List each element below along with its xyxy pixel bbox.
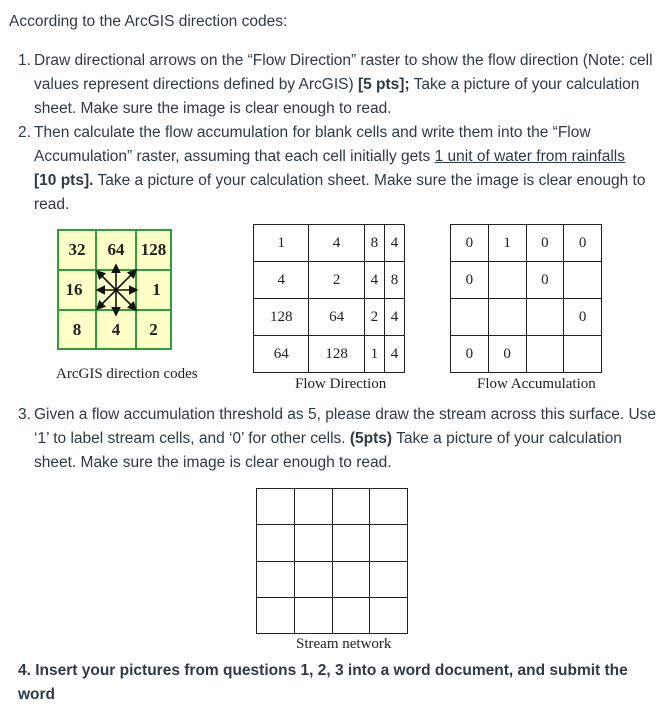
stream-network-cell[interactable]	[257, 525, 295, 561]
intro-text: According to the ArcGIS direction codes:	[9, 13, 288, 30]
flow-direction-cell[interactable]: 1	[254, 225, 309, 262]
flow-accumulation-cell[interactable]: 0	[526, 225, 564, 262]
stream-network-row	[257, 597, 408, 633]
question-2-underlined: 1 unit of water from rainfalls	[434, 148, 625, 165]
flow-direction-cell[interactable]: 64	[309, 299, 364, 336]
flow-direction-cell[interactable]: 4	[309, 225, 364, 262]
stream-network-cell[interactable]	[294, 597, 332, 633]
stream-network-grid	[256, 488, 408, 634]
flow-accumulation-cell[interactable]: 0	[488, 336, 526, 373]
flow-direction-cell[interactable]: 128	[309, 336, 364, 373]
stream-network-cell[interactable]	[257, 489, 295, 525]
stream-network-cell[interactable]	[370, 597, 408, 633]
flow-direction-row	[254, 299, 405, 336]
question-3-points: (5pts)	[349, 430, 393, 447]
flow-direction-cell[interactable]: 4	[384, 225, 404, 262]
flow-direction-caption: Flow Direction	[295, 376, 387, 392]
flow-direction-grid	[253, 224, 405, 373]
flow-direction-row	[254, 336, 405, 373]
stream-network-cell[interactable]	[370, 561, 408, 597]
stream-network-cell[interactable]	[294, 525, 332, 561]
stream-network-cell[interactable]	[370, 489, 408, 525]
direction-codes-box	[57, 229, 172, 350]
question-3-text-end: Take a picture of your calculation sheet. Make sure the image is clear enough to read.	[34, 430, 622, 471]
flow-direction-row	[254, 262, 405, 299]
stream-network-row	[257, 525, 408, 561]
code-north: 64	[107, 240, 125, 259]
flow-accumulation-cell[interactable]: 1	[488, 225, 526, 262]
stream-network-cell[interactable]	[332, 597, 370, 633]
stream-network-cell[interactable]	[294, 561, 332, 597]
code-northeast: 128	[140, 240, 167, 259]
stream-network-row	[257, 561, 408, 597]
flow-direction-cell[interactable]: 2	[364, 299, 384, 336]
question-1-number: 1.	[18, 52, 31, 69]
flow-direction-cell[interactable]: 4	[384, 336, 404, 373]
flow-accumulation-cell[interactable]: 0	[451, 262, 489, 299]
code-west: 16	[65, 280, 83, 299]
stream-network-cell[interactable]	[370, 525, 408, 561]
flow-direction-cell[interactable]: 4	[254, 262, 309, 299]
codes-caption: ArcGIS direction codes	[56, 366, 198, 382]
flow-accumulation-row	[451, 299, 602, 336]
question-2-number: 2.	[18, 124, 31, 141]
flow-accumulation-row	[451, 262, 602, 299]
stream-network-cell[interactable]	[294, 489, 332, 525]
question-1	[18, 49, 658, 121]
stream-network-cell[interactable]	[332, 489, 370, 525]
code-southwest: 8	[72, 319, 82, 339]
flow-accumulation-cell[interactable]	[564, 262, 602, 299]
code-southeast: 2	[149, 319, 158, 339]
flow-direction-cell[interactable]: 2	[309, 262, 364, 299]
flow-accumulation-cell[interactable]	[451, 299, 489, 336]
stream-network-cell[interactable]	[332, 561, 370, 597]
question-1-points: [5 pts];	[357, 76, 410, 93]
stream-network-cell[interactable]	[257, 597, 295, 633]
flow-direction-cell[interactable]: 4	[384, 299, 404, 336]
flow-accumulation-cell[interactable]	[564, 336, 602, 373]
question-1-text: Draw directional arrows on the “Flow Direction” raster to show the flow direction (Note: cell values represent directions defined by ArcGIS)	[34, 52, 653, 93]
question-4-partial: 4. Insert your pictures from questions 1, 2, 3 into a word document, and submit the word	[18, 662, 628, 703]
flow-accumulation-row	[451, 336, 602, 373]
flow-accumulation-row	[451, 225, 602, 262]
flow-accumulation-cell[interactable]: 0	[564, 225, 602, 262]
question-1-text-end: Take a picture of your calculation sheet. Make sure the image is clear enough to read.	[34, 76, 640, 117]
question-2	[18, 121, 658, 217]
stream-network-caption: Stream network	[296, 636, 392, 652]
flow-direction-cell[interactable]: 128	[254, 299, 309, 336]
stream-network-cell[interactable]	[257, 561, 295, 597]
flow-direction-cell[interactable]: 8	[384, 262, 404, 299]
flow-direction-cell[interactable]: 1	[364, 336, 384, 373]
code-south: 4	[111, 319, 121, 339]
flow-accumulation-cell[interactable]: 0	[451, 225, 489, 262]
flow-accumulation-grid	[450, 224, 602, 373]
flow-direction-cell[interactable]: 4	[364, 262, 384, 299]
flow-accumulation-cell[interactable]	[526, 299, 564, 336]
question-2-text: Then calculate the flow accumulation for blank cells and write them into the “Flow Accumulation” raster, assuming that each cell initially gets	[34, 124, 591, 165]
flow-accumulation-cell[interactable]	[526, 336, 564, 373]
flow-accumulation-cell[interactable]	[488, 262, 526, 299]
question-3-number: 3.	[18, 406, 31, 423]
flow-accumulation-cell[interactable]: 0	[451, 336, 489, 373]
flow-accumulation-cell[interactable]	[488, 299, 526, 336]
flow-direction-cell[interactable]: 8	[364, 225, 384, 262]
question-2-points: [10 pts].	[34, 172, 94, 189]
flow-direction-cell[interactable]: 64	[254, 336, 309, 373]
flow-direction-row	[254, 225, 405, 262]
stream-network-row	[257, 489, 408, 525]
question-3	[18, 403, 658, 475]
direction-arrows-icon	[59, 231, 170, 348]
stream-network-cell[interactable]	[332, 525, 370, 561]
code-northwest: 32	[68, 240, 86, 259]
flow-accumulation-caption: Flow Accumulation	[477, 376, 596, 392]
flow-accumulation-cell[interactable]: 0	[526, 262, 564, 299]
question-2-text-end: Take a picture of your calculation sheet. Make sure the image is clear enough to read.	[34, 172, 646, 213]
flow-accumulation-cell[interactable]: 0	[564, 299, 602, 336]
code-east: 1	[152, 280, 161, 299]
question-3-text: Given a flow accumulation threshold as 5, please draw the stream across this surface. Use ‘1’ to label stream cells, and ‘0’ for other cells.	[34, 406, 657, 447]
